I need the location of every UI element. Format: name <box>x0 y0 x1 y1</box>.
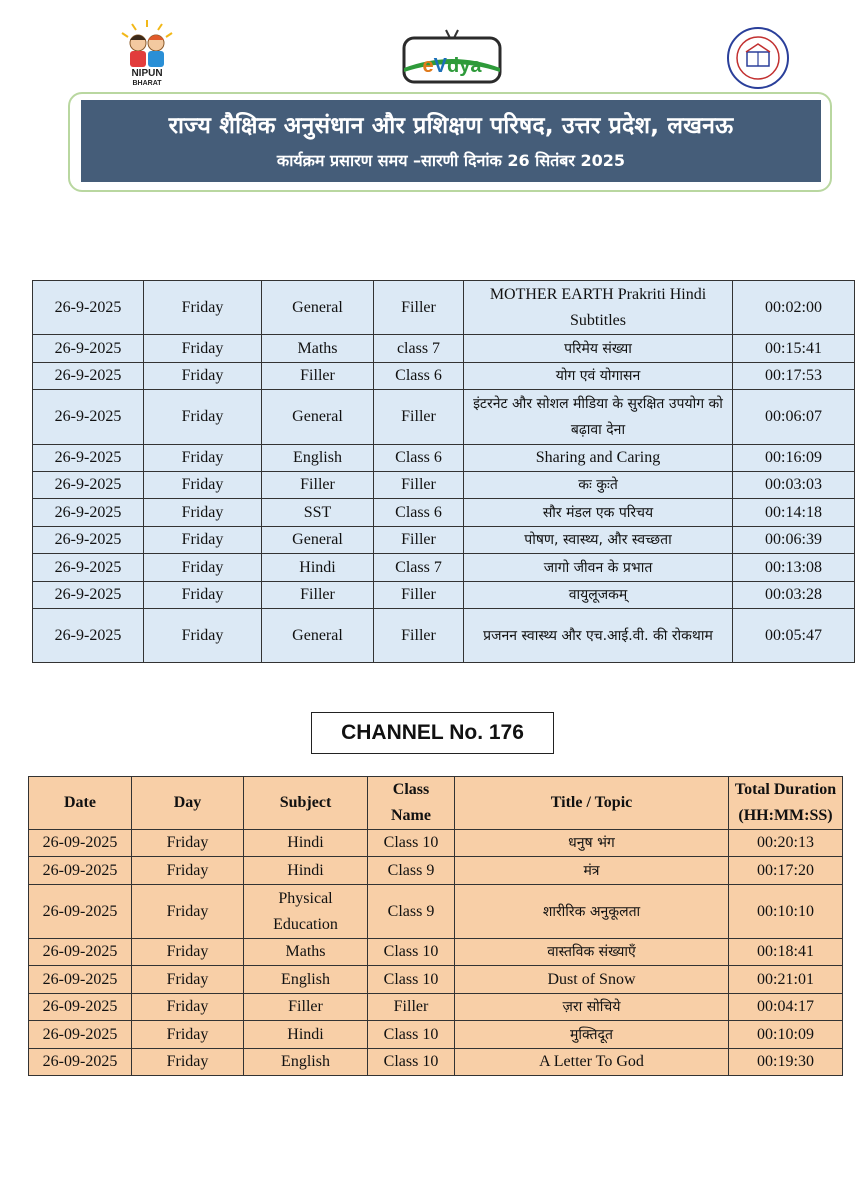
cell-duration: 00:06:07 <box>733 390 855 445</box>
table-row <box>33 554 855 582</box>
cell-day: Friday <box>144 472 262 499</box>
schedule-table-2 <box>28 776 843 1076</box>
cell-topic: सौर मंडल एक परिचय <box>464 499 733 527</box>
table-row <box>33 582 855 609</box>
cell-date: 26-9-2025 <box>33 445 144 472</box>
table-row <box>29 1021 843 1049</box>
cell-class: Class 10 <box>368 830 455 857</box>
cell-duration: 00:05:47 <box>733 609 855 663</box>
cell-date: 26-09-2025 <box>29 939 132 966</box>
header-date: Date <box>29 777 132 830</box>
cell-subject: Maths <box>244 939 368 966</box>
cell-day: Friday <box>144 554 262 582</box>
cell-day: Friday <box>132 1049 244 1076</box>
cell-day: Friday <box>132 939 244 966</box>
cell-date: 26-9-2025 <box>33 499 144 527</box>
cell-day: Friday <box>132 830 244 857</box>
table-row <box>29 830 843 857</box>
cell-duration: 00:17:20 <box>729 857 843 885</box>
cell-topic: वास्तविक संख्याएँ <box>455 939 729 966</box>
cell-topic: जागो जीवन के प्रभात <box>464 554 733 582</box>
table-row <box>29 994 843 1021</box>
cell-class: Class 10 <box>368 939 455 966</box>
header-title-topic: Title / Topic <box>455 777 729 830</box>
cell-subject: Hindi <box>244 857 368 885</box>
cell-day: Friday <box>144 281 262 335</box>
cell-duration: 00:16:09 <box>733 445 855 472</box>
cell-class: Class 7 <box>374 554 464 582</box>
cell-duration: 00:18:41 <box>729 939 843 966</box>
cell-subject: Hindi <box>262 554 374 582</box>
cell-date: 26-9-2025 <box>33 363 144 390</box>
table-row <box>29 939 843 966</box>
cell-subject: General <box>262 390 374 445</box>
cell-day: Friday <box>132 1021 244 1049</box>
cell-date: 26-09-2025 <box>29 885 132 939</box>
header-total-duration: Total Duration (HH:MM:SS) <box>729 777 843 830</box>
cell-subject: General <box>262 527 374 554</box>
cell-subject: Filler <box>262 582 374 609</box>
cell-day: Friday <box>144 499 262 527</box>
cell-duration: 00:19:30 <box>729 1049 843 1076</box>
cell-duration: 00:03:28 <box>733 582 855 609</box>
cell-duration: 00:15:41 <box>733 335 855 363</box>
cell-day: Friday <box>132 966 244 994</box>
table-row <box>33 609 855 663</box>
cell-subject: General <box>262 281 374 335</box>
cell-date: 26-09-2025 <box>29 966 132 994</box>
cell-class: Filler <box>374 390 464 445</box>
cell-duration: 00:02:00 <box>733 281 855 335</box>
cell-subject: Filler <box>262 363 374 390</box>
table-row <box>33 445 855 472</box>
cell-topic: ज़रा सोचिये <box>455 994 729 1021</box>
cell-day: Friday <box>132 885 244 939</box>
cell-class: Class 10 <box>368 966 455 994</box>
cell-day: Friday <box>132 994 244 1021</box>
header-class-name: Class Name <box>368 777 455 830</box>
table-row <box>29 1049 843 1076</box>
cell-class: Class 9 <box>368 885 455 939</box>
cell-class: Filler <box>374 472 464 499</box>
cell-date: 26-9-2025 <box>33 582 144 609</box>
cell-subject: Physical Education <box>244 885 368 939</box>
cell-topic: A Letter To God <box>455 1049 729 1076</box>
cell-topic: प्रजनन स्वास्थ्य और एच.आई.वी. की रोकथाम <box>464 609 733 663</box>
page-subtitle: कार्यक्रम प्रसारण समय –सारणी दिनांक 26 सितंबर 2025 <box>276 151 626 170</box>
cell-date: 26-9-2025 <box>33 609 144 663</box>
cell-topic: मंत्र <box>455 857 729 885</box>
cell-class: Class 10 <box>368 1049 455 1076</box>
channel-label: CHANNEL No. 176 <box>311 712 554 754</box>
cell-subject: Maths <box>262 335 374 363</box>
cell-topic: शारीरिक अनुकूलता <box>455 885 729 939</box>
cell-day: Friday <box>144 363 262 390</box>
cell-subject: English <box>244 1049 368 1076</box>
table-row <box>33 390 855 445</box>
header-day: Day <box>132 777 244 830</box>
cell-subject: SST <box>262 499 374 527</box>
table-row <box>33 335 855 363</box>
cell-duration: 00:20:13 <box>729 830 843 857</box>
cell-class: Class 6 <box>374 499 464 527</box>
cell-class: Class 10 <box>368 1021 455 1049</box>
cell-topic: MOTHER EARTH Prakriti Hindi Subtitles <box>464 281 733 335</box>
cell-subject: Filler <box>244 994 368 1021</box>
page-title: राज्य शैक्षिक अनुसंधान और प्रशिक्षण परिषद, उत्तर प्रदेश, लखनऊ <box>168 113 734 139</box>
cell-topic: योग एवं योगासन <box>464 363 733 390</box>
nipun-bharat-logo <box>108 18 186 88</box>
cell-date: 26-9-2025 <box>33 281 144 335</box>
cell-date: 26-09-2025 <box>29 830 132 857</box>
cell-date: 26-9-2025 <box>33 554 144 582</box>
cell-date: 26-09-2025 <box>29 1049 132 1076</box>
cell-class: Class 9 <box>368 857 455 885</box>
svg-text:eVdya: eVdya <box>422 55 482 77</box>
cell-subject: Filler <box>262 472 374 499</box>
cell-date: 26-09-2025 <box>29 857 132 885</box>
cell-day: Friday <box>144 335 262 363</box>
cell-class: Filler <box>374 527 464 554</box>
cell-topic: वायुलूजकम् <box>464 582 733 609</box>
schedule-table-1 <box>32 280 855 663</box>
table-row <box>33 472 855 499</box>
cell-date: 26-9-2025 <box>33 527 144 554</box>
table-row <box>29 857 843 885</box>
cell-day: Friday <box>144 445 262 472</box>
cell-day: Friday <box>144 582 262 609</box>
cell-subject: General <box>262 609 374 663</box>
cell-day: Friday <box>132 857 244 885</box>
nipun-logo-text: NIPUN <box>131 68 163 79</box>
cell-duration: 00:06:39 <box>733 527 855 554</box>
cell-date: 26-09-2025 <box>29 994 132 1021</box>
cell-class: Filler <box>374 609 464 663</box>
cell-duration: 00:14:18 <box>733 499 855 527</box>
cell-class: Filler <box>368 994 455 1021</box>
cell-class: Filler <box>374 582 464 609</box>
cell-class: class 7 <box>374 335 464 363</box>
scert-seal-logo <box>726 26 790 90</box>
table-row <box>33 363 855 390</box>
table-row <box>33 499 855 527</box>
cell-topic: पोषण, स्वास्थ्य, और स्वच्छता <box>464 527 733 554</box>
cell-topic: परिमेय संख्या <box>464 335 733 363</box>
svg-text:BHARAT: BHARAT <box>132 80 162 87</box>
cell-topic: मुक्तिदूत <box>455 1021 729 1049</box>
cell-date: 26-9-2025 <box>33 472 144 499</box>
cell-duration: 00:03:03 <box>733 472 855 499</box>
table-header-row <box>29 777 843 830</box>
cell-date: 26-9-2025 <box>33 335 144 363</box>
cell-subject: English <box>244 966 368 994</box>
table-row <box>33 527 855 554</box>
cell-duration: 00:10:09 <box>729 1021 843 1049</box>
cell-topic: Dust of Snow <box>455 966 729 994</box>
cell-day: Friday <box>144 390 262 445</box>
table-row <box>29 885 843 939</box>
cell-duration: 00:21:01 <box>729 966 843 994</box>
cell-topic: धनुष भंग <box>455 830 729 857</box>
cell-day: Friday <box>144 527 262 554</box>
cell-day: Friday <box>144 609 262 663</box>
cell-topic: Sharing and Caring <box>464 445 733 472</box>
cell-topic: कः कुःते <box>464 472 733 499</box>
cell-class: Class 6 <box>374 445 464 472</box>
cell-class: Filler <box>374 281 464 335</box>
cell-duration: 00:17:53 <box>733 363 855 390</box>
table-row <box>33 281 855 335</box>
cell-duration: 00:10:10 <box>729 885 843 939</box>
cell-class: Class 6 <box>374 363 464 390</box>
cell-subject: Hindi <box>244 1021 368 1049</box>
cell-date: 26-09-2025 <box>29 1021 132 1049</box>
cell-subject: English <box>262 445 374 472</box>
header-banner <box>81 100 821 182</box>
evidya-logo <box>398 28 506 86</box>
cell-topic: इंटरनेट और सोशल मीडिया के सुरक्षित उपयोग को बढ़ावा देना <box>464 390 733 445</box>
cell-subject: Hindi <box>244 830 368 857</box>
header-subject: Subject <box>244 777 368 830</box>
cell-duration: 00:13:08 <box>733 554 855 582</box>
table-row <box>29 966 843 994</box>
cell-duration: 00:04:17 <box>729 994 843 1021</box>
cell-date: 26-9-2025 <box>33 390 144 445</box>
